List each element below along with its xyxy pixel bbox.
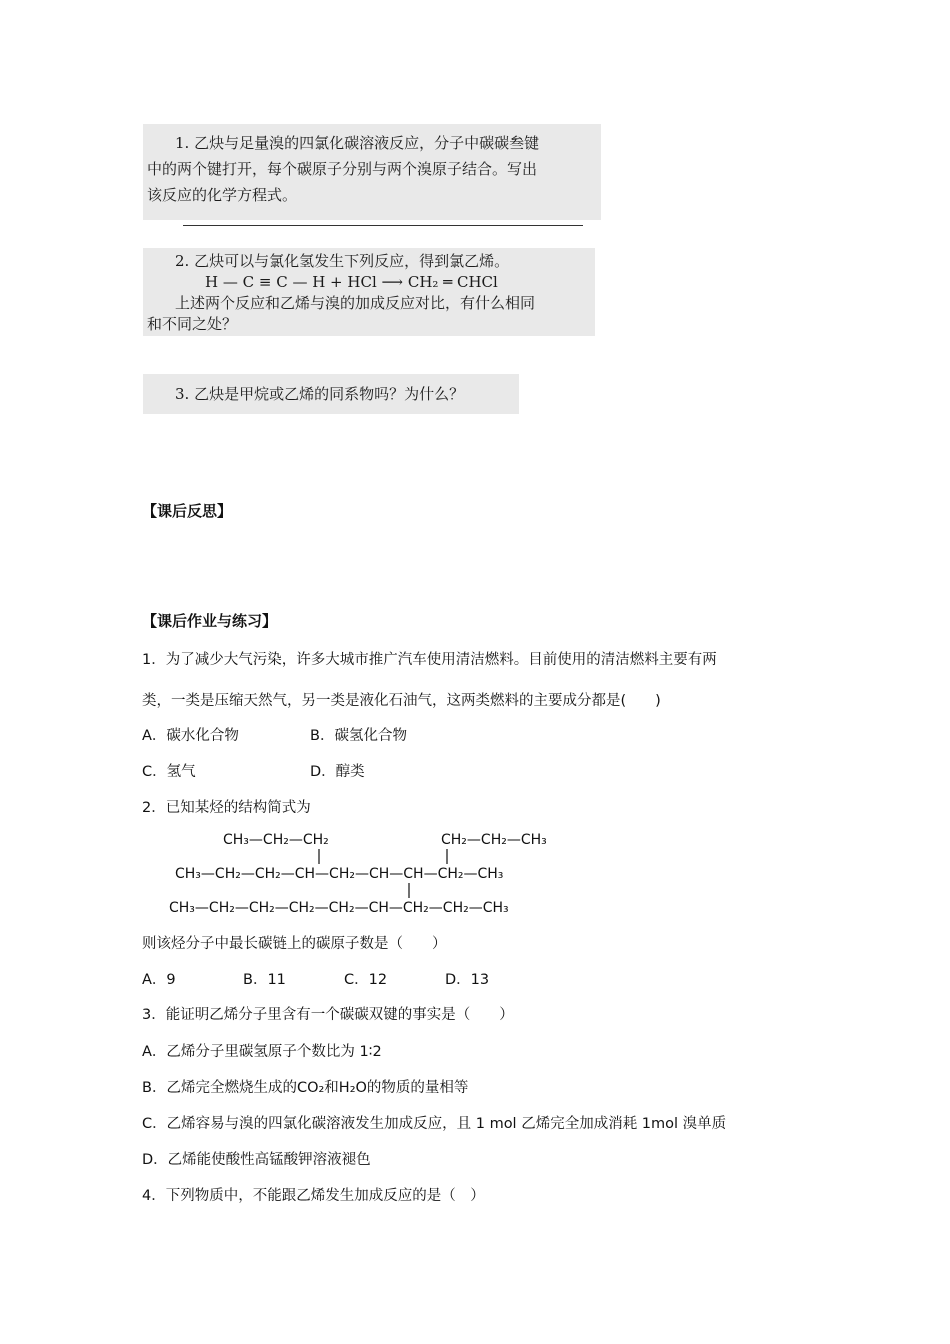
q3-option-d: D．乙烯能使酸性高锰酸钾溶液褪色: [142, 1152, 371, 1168]
reflection-heading: 【课后反思】: [142, 502, 233, 520]
q2-option-c: C．12: [344, 972, 388, 988]
q3-stem: 3．能证明乙烯分子里含有一个碳碳双键的事实是（ ）: [142, 1007, 514, 1023]
homework-heading: 【课后作业与练习】: [142, 612, 278, 630]
reaction-arrow-icon: ⟶: [381, 273, 404, 291]
q4-stem: 4．下列物质中，不能跟乙烯发生加成反应的是（ ）: [142, 1188, 485, 1204]
scan-q2-line4: 和不同之处？: [147, 315, 238, 333]
struct-row2: CH₃—CH₂—CH₂—CH—CH₂—CH—CH—CH₂—CH₃: [175, 866, 504, 882]
scan-question-3: [143, 374, 519, 414]
scan-q1-line2: 中的两个键打开，每个碳原子分别与两个溴原子结合。写出: [147, 160, 538, 178]
scan-q1-line3: 该反应的化学方程式。: [147, 186, 298, 204]
q2-ask: 则该烃分子中最长碳链上的碳原子数是（ ）: [142, 936, 447, 952]
q1-line2: 类，一类是压缩天然气，另一类是液化石油气，这两类燃料的主要成分都是( ): [142, 693, 661, 709]
struct-row1-right: CH₂—CH₂—CH₃: [441, 832, 547, 848]
scan-q2-eq-left: H — C ≡ C — H + HCl: [205, 273, 377, 291]
scan-q1-answer-blank: [175, 208, 591, 234]
scan-q2-line1: 2. 乙炔可以与氯化氢发生下列反应，得到氯乙烯。: [175, 252, 510, 270]
scan-q1-line1: 1. 乙炔与足量溴的四氯化碳溶液反应，分子中碳碳叁键: [175, 134, 540, 152]
q1-option-b: B．碳氢化合物: [310, 728, 407, 744]
scan-question-2: [143, 248, 595, 336]
scan-q3-line1: 3. 乙炔是甲烷或乙烯的同系物吗？为什么？: [175, 385, 465, 403]
q1-option-a: A．碳水化合物: [142, 728, 239, 744]
q1-option-d: D．醇类: [310, 764, 365, 780]
scan-q2-eq-right: CH₂ ═ CHCl: [407, 273, 498, 291]
structural-formula: [165, 826, 585, 922]
q3-option-c: C．乙烯容易与溴的四氯化碳溶液发生加成反应，且 1 mol 乙烯完全加成消耗 1mol 溴单质: [142, 1116, 727, 1132]
struct-row3: CH₃—CH₂—CH₂—CH₂—CH₂—CH—CH₂—CH₂—CH₃: [169, 900, 509, 916]
scan-q2-equation: [205, 272, 585, 293]
q3-option-b: B．乙烯完全燃烧生成的CO₂和H₂O的物质的量相等: [142, 1080, 469, 1096]
q2-option-d: D．13: [445, 972, 490, 988]
scan-q2-line3: 上述两个反应和乙烯与溴的加成反应对比，有什么相同: [175, 294, 536, 312]
struct-row1-left: CH₃—CH₂—CH₂: [223, 832, 329, 848]
q2-option-b: B．11: [243, 972, 286, 988]
scan-question-1: [143, 124, 601, 220]
q2-option-a: A．9: [142, 972, 176, 988]
q2-stem: 2．已知某烃的结构简式为: [142, 800, 311, 816]
q1-option-c: C．氢气: [142, 764, 196, 780]
q1-line1: 1．为了减少大气污染，许多大城市推广汽车使用清洁燃料。目前使用的清洁燃料主要有两: [142, 652, 717, 668]
q3-option-a: A．乙烯分子里碳氢原子个数比为 1∶2: [142, 1044, 382, 1060]
